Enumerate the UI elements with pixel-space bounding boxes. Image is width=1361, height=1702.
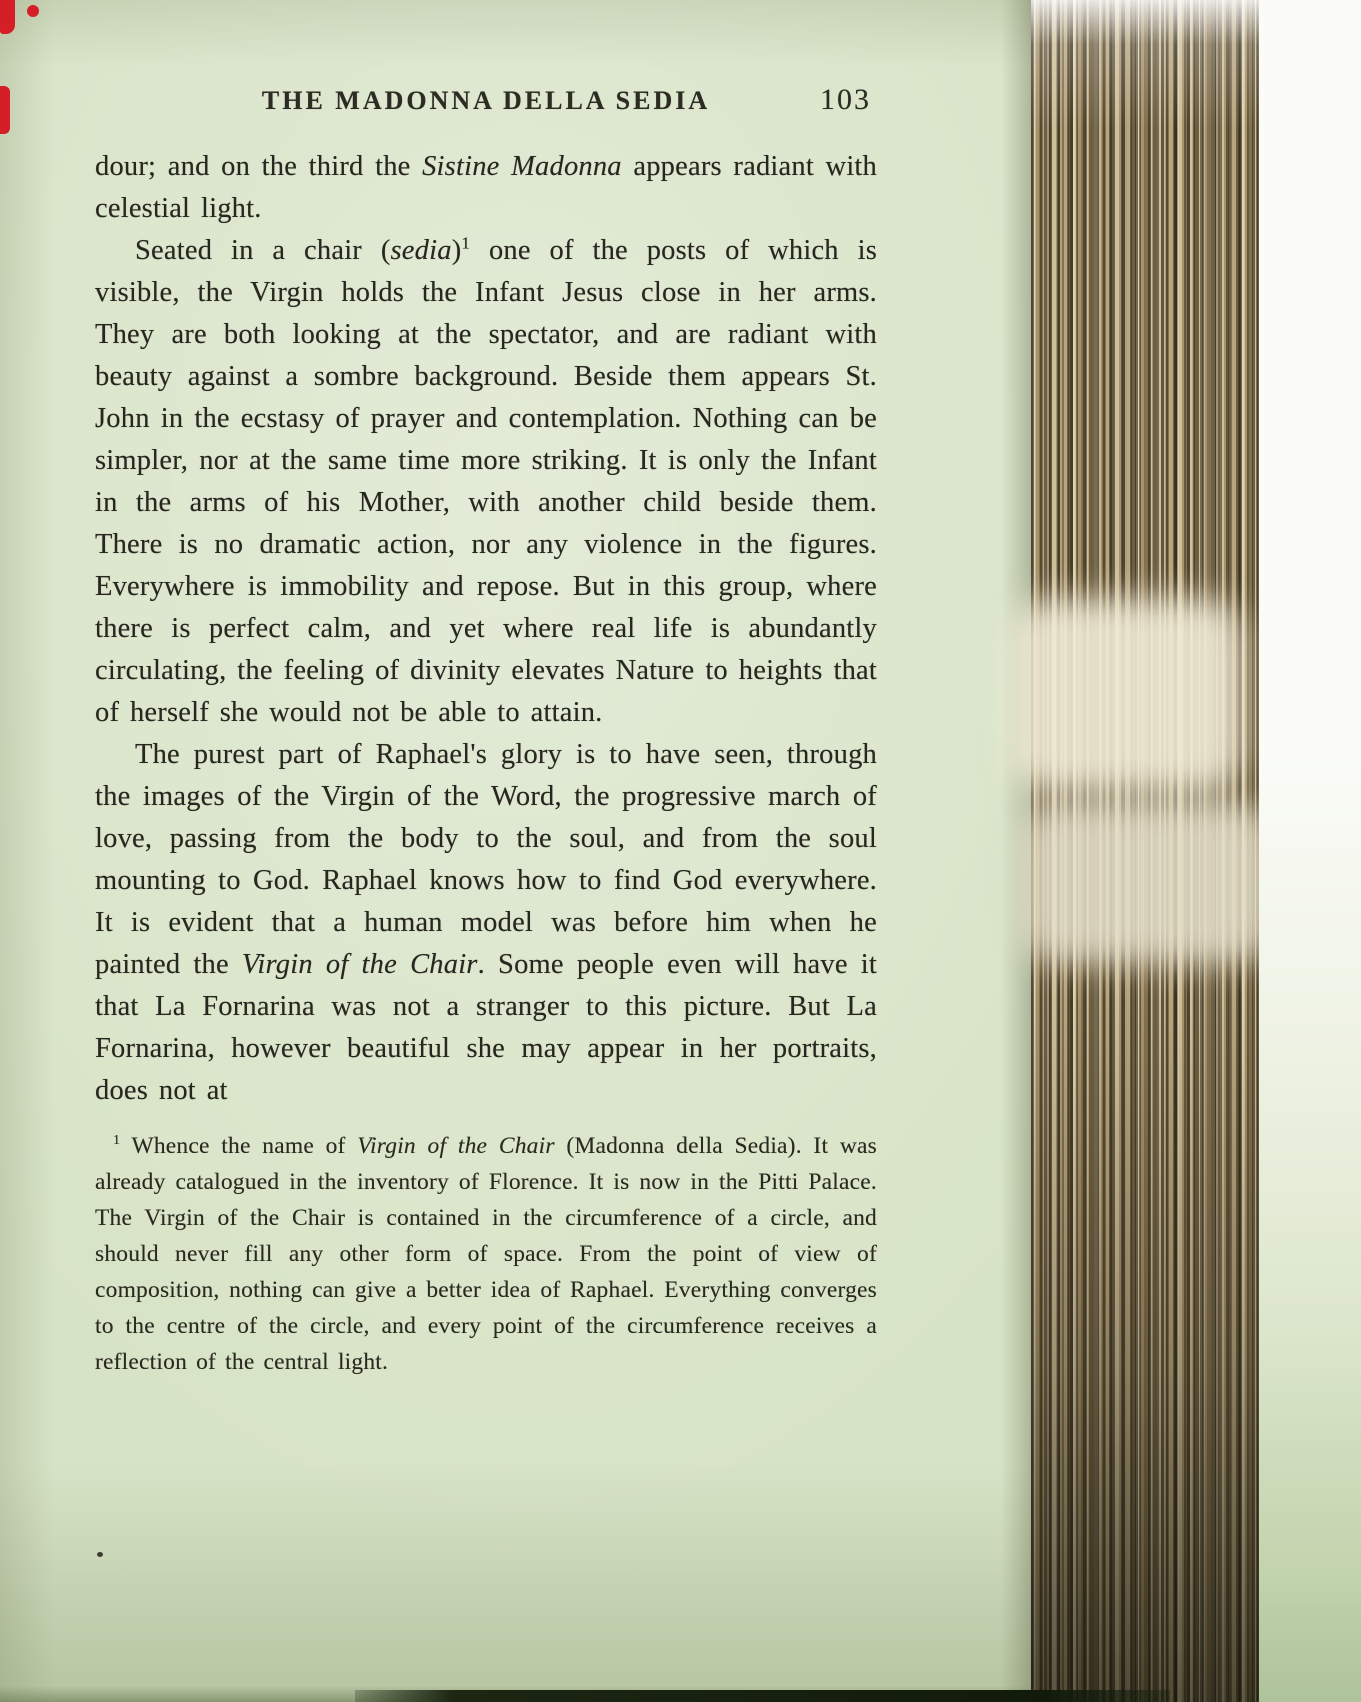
body-text: [95, 146, 877, 1112]
scan-background: [1259, 0, 1361, 1702]
page-header: [95, 83, 877, 124]
italic-text: Sistine Madonna: [422, 151, 622, 182]
paragraph: [95, 146, 877, 230]
italic-text: Virgin of the Chair: [241, 949, 478, 980]
text-segment: Whence the name of: [120, 1133, 358, 1159]
text-segment: appears radiant with celestial light.: [95, 151, 878, 224]
paragraph: [95, 734, 877, 1112]
book-fore-edge: [1031, 0, 1361, 1702]
italic-text: Virgin of the Chair: [357, 1133, 555, 1159]
red-ink-streak: [0, 86, 10, 134]
red-ink-mark: [0, 0, 15, 34]
footnote: [95, 1128, 877, 1380]
scanner-bed-strip: [355, 1690, 1170, 1702]
footnote-marker: 1: [113, 1132, 121, 1149]
text-segment: one of the posts of which is visible, the Virgin holds the Infant Jesus close in her arms. They are both looking at the spectator, and are radiant with beauty against a sombre background. Beside them appears St. John in the ecstasy of prayer and contemplation. Nothing can be simpler, nor at the same time more striking. It is only the Infant in the arms of his Mother, with another child beside them. There is no dramatic action, nor any violence in the figures. Everywhere is immobility and repose. But in this group, where there is perfect calm, and yet where real life is abundantly circulating, the feeling of divinity elevates Nature to heights that of herself she would not be able to attain.: [95, 235, 877, 728]
stray-mark: [97, 1552, 103, 1557]
text-segment: The purest part of Raphael's glory is to have seen, through the images of the Virgin of the Word, the progressive march of love, passing from the body to the soul, and from the soul mounting to God. Raphael knows how to find God everywhere. It is evident that a human model was before him when he painted the: [95, 739, 877, 980]
red-ink-dot: [27, 5, 39, 17]
scan-glare: [1009, 598, 1244, 793]
text-segment: . Some people even will have it that La Fornarina was not a stranger to this picture. But La Fornarina, however beautiful she may appear in her portraits, does not at: [95, 949, 878, 1106]
text-segment: (Madonna della Sedia). It was already catalogued in the inventory of Florence. It is now in the Pitti Palace. The Virgin of the Chair is contained in the circumference of a circle, and should never fill any other form of space. From the point of view of composition, nothing can give a better idea of Raphael. Everything converges to the centre of the circle, and every point of the circumference receives a reflection of the central light.: [95, 1133, 877, 1375]
italic-text: sedia: [390, 235, 452, 266]
text-segment: dour; and on the third the: [95, 151, 423, 182]
paragraph: [95, 230, 877, 734]
running-title: THE MADONNA DELLA SEDIA: [261, 86, 711, 115]
page-content: [95, 0, 877, 1380]
paragraph: [95, 1128, 877, 1380]
scan-glare: [1019, 800, 1274, 965]
footnote-marker: 1: [461, 233, 471, 253]
text-segment: Seated in a chair (: [135, 235, 391, 266]
text-segment: ): [451, 235, 462, 266]
page-number: 103: [820, 83, 871, 116]
